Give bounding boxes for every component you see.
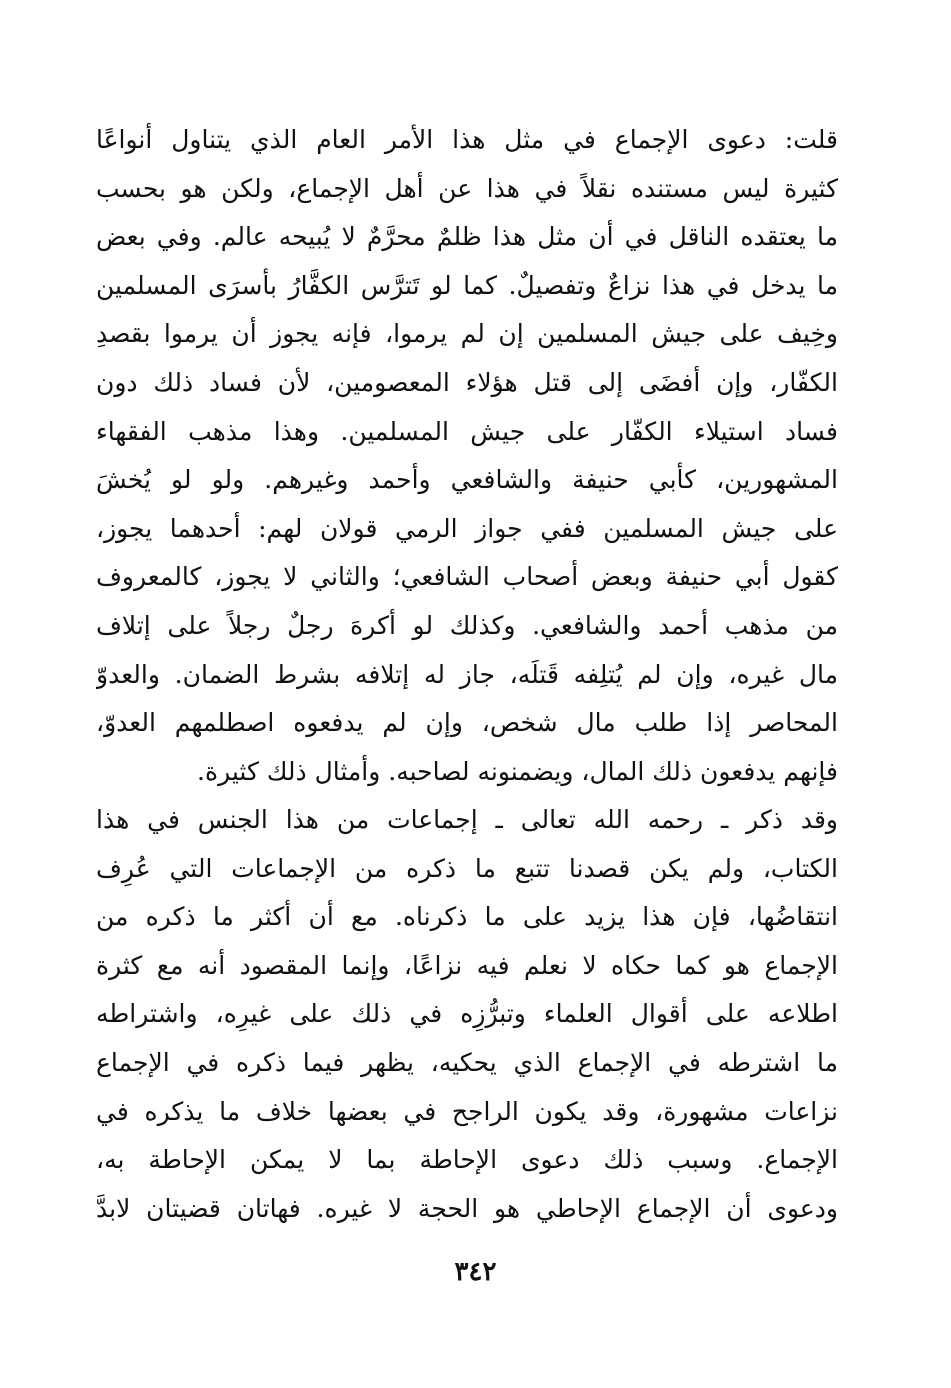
paragraph-1-line: فإنهم يدفعون ذلك المال، ويضمنونه لصاحبه. وأمثال ذلك كثيرة. [197, 756, 838, 786]
paragraph-2-line: انتقاضُها، فإن هذا يزيد على ما ذكرناه. مع أن أكثر ما ذكره من [96, 902, 838, 932]
paragraph-2-line: ودعوى أن الإجماع الإحاطي هو الحجة لا غيره. فهاتان قضيتان لابدَّ [96, 1193, 838, 1223]
paragraph-2-line: نزاعات مشهورة، وقد يكون الراجح في بعضها خلاف ما يذكره في [96, 1096, 838, 1126]
paragraph-2-line: اطلاعه على أقوال العلماء وتبرُّزِه في ذلك على غيرِه، واشتراطه [96, 999, 838, 1029]
paragraph-1-line: ما يعتقده الناقل في أن مثل هذا ظلمٌ محرَّمٌ لا يُبيحه عالم. وفي بعض [96, 222, 838, 252]
page-number: ٣٤٢ [454, 1257, 497, 1287]
paragraph-1-line: قلت: دعوى الإجماع في مثل هذا الأمر العام الذي يتناول أنواعًا [96, 125, 838, 154]
paragraph-1-line: كثيرة ليس مستنده نقلاً في هذا عن أهل الإجماع، ولكن هو بحسب [96, 173, 838, 203]
paragraph-2-line: الكتاب، ولم يكن قصدنا تتبع ما ذكره من الإجماعات التي عُرِف [96, 853, 838, 883]
paragraph-1-line: فساد استيلاء الكفّار على جيش المسلمين. وهذا مذهب الفقهاء [96, 416, 838, 446]
paragraph-1-line: ما يدخل في هذا نزاعٌ وتفصيلٌ. كما لو تَترَّس الكفَّارُ بأسرَى المسلمين [96, 270, 838, 300]
paragraph-1-line: من مذهب أحمد والشافعي. وكذلك لو أكرهَ رجلٌ رجلاً على إتلاف [96, 610, 838, 640]
paragraph-2-line: الإجماع. وسبب ذلك دعوى الإحاطة بما لا يمكن الإحاطة به، [96, 1145, 838, 1175]
paragraph-1-line: المشهورين، كأبي حنيفة والشافعي وأحمد وغيرهم. ولو لو يُخشَ [96, 465, 838, 495]
paragraph-1-line: على جيش المسلمين ففي جواز الرمي قولان لهم: أحدهما يجوز، [96, 513, 838, 543]
paragraph-2 [96, 796, 838, 1233]
paragraph-2-line: وقد ذكر ـ رحمه الله تعالى ـ إجماعات من هذا الجنس في هذا [96, 805, 838, 834]
paragraph-1-line: الكفّار، وإن أفضَى إلى قتل هؤلاء المعصومين، لأن فساد ذلك دون [96, 367, 838, 397]
paragraph-2-line: ما اشترطه في الإجماع الذي يحكيه، يظهر فيما ذكره في الإجماع [96, 1047, 838, 1077]
paragraph-1-line: المحاصر إذا طلب مال شخص، وإن لم يدفعوه اصطلمهم العدوّ، [96, 708, 838, 738]
paragraph-1 [96, 116, 838, 796]
paragraph-1-line: كقول أبي حنيفة وبعض أصحاب الشافعي؛ والثاني لا يجوز، كالمعروف [96, 562, 838, 592]
paragraph-2-line: الإجماع هو كما حكاه لا نعلم فيه نزاعًا، وإنما المقصود أنه مع كثرة [96, 950, 838, 980]
paragraph-1-line: مال غيره، وإن لم يُتلِفه قَتلَه، جاز له إتلافه بشرط الضمان. والعدوّ [96, 659, 838, 689]
paragraph-1-line: وخِيف على جيش المسلمين إن لم يرموا، فإنه يجوز أن يرموا بقصدِ [96, 319, 838, 349]
